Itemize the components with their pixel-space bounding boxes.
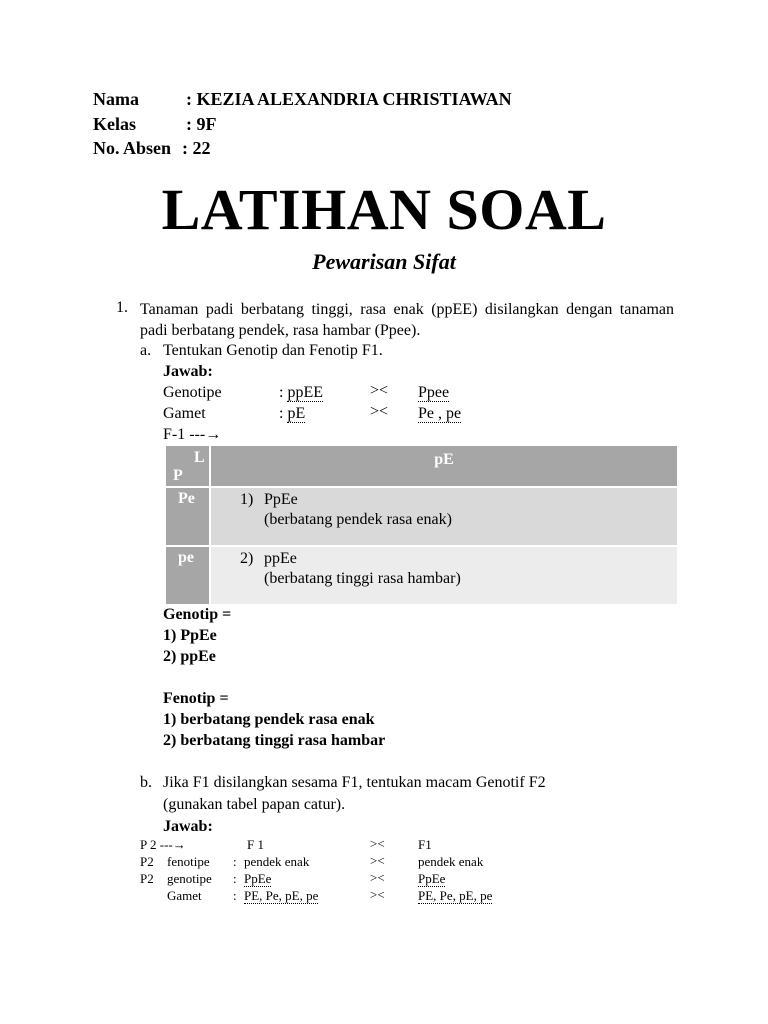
absen-label: No. Absen <box>93 138 172 158</box>
cross-row-label: P2 <box>140 854 154 869</box>
cross-symbol: >< <box>370 836 385 851</box>
genotip-item: 2) ppEe <box>163 648 216 665</box>
table-row <box>211 545 677 604</box>
part-b-jawab: Jawab: <box>163 818 213 835</box>
cross-row-right: pendek enak <box>418 854 484 869</box>
row-number: 2) <box>240 550 254 567</box>
table-row-header: Pe <box>166 486 211 545</box>
question-text: Tanaman padi berbatang tinggi, rasa enak (ppEE) disilangkan dengan tanaman padi berbatang pendek, rasa hambar (Ppee). <box>140 301 674 339</box>
corner-label-bottom: P <box>173 467 183 484</box>
part-b-marker: b. <box>140 774 152 791</box>
genotipe-parent1: ppEE <box>287 384 323 401</box>
part-a-text: Tentukan Genotip dan Fenotip F1. <box>163 342 383 359</box>
page-title: LATIHAN SOAL <box>161 177 607 242</box>
genotipe-colon: : ppEE <box>279 384 323 401</box>
kelas-label: Kelas <box>93 114 136 134</box>
gamet-parent1: pE <box>287 405 306 422</box>
gamet-label: Gamet <box>163 405 206 422</box>
cross-symbol: >< <box>370 403 389 420</box>
genotipe-parent2: Ppee <box>418 384 450 401</box>
table-corner-cell <box>166 446 211 486</box>
page-subtitle: Pewarisan Sifat <box>312 249 456 274</box>
question-number: 1. <box>116 299 128 316</box>
cross-row-right: F1 <box>418 837 432 852</box>
kelas-value: : 9F <box>186 114 217 134</box>
table-row-header: pe <box>166 545 211 604</box>
part-b-text-line1: Jika F1 disilangkan sesama F1, tentukan macam Genotif F2 <box>163 774 546 791</box>
part-b-text-line2: (gunakan tabel papan catur). <box>163 796 346 813</box>
fenotip-item: 1) berbatang pendek rasa enak <box>163 711 375 728</box>
genotipe-label: Genotipe <box>163 384 222 401</box>
cross-symbol: >< <box>370 870 385 885</box>
fenotip-item: 2) berbatang tinggi rasa hambar <box>163 732 386 749</box>
cross-row-left: F 1 <box>247 837 264 852</box>
cross-row-left: PpEe <box>244 871 272 886</box>
corner-label-top: L <box>194 449 205 466</box>
cross-row-type: fenotipe <box>167 854 210 869</box>
cross-row-right: PpEe <box>418 871 446 886</box>
genotip-item: 1) PpEe <box>163 627 217 644</box>
nama-label: Nama <box>93 89 139 109</box>
row-description: (berbatang pendek rasa enak) <box>264 511 452 528</box>
row-number: 1) <box>240 491 254 508</box>
fenotip-title: Fenotip = <box>163 690 229 707</box>
gamet-colon: : pE <box>279 405 306 422</box>
cross-row-label: P 2 ---→ <box>140 837 186 852</box>
cross-row-colon: : <box>233 888 237 903</box>
punnett-table <box>166 446 677 604</box>
cross-row-type: Gamet <box>167 888 202 903</box>
absen-value: : 22 <box>182 138 211 158</box>
row-genotype: PpEe <box>264 491 298 508</box>
cross-row-colon: : <box>233 871 237 886</box>
cross-symbol: >< <box>370 887 385 902</box>
f1-label: F-1 ---→ <box>163 426 222 443</box>
cross-row-type: genotipe <box>167 871 212 886</box>
nama-value: : KEZIA ALEXANDRIA CHRISTIAWAN <box>186 89 512 109</box>
cross-symbol: >< <box>370 382 389 399</box>
cross-row-left: pendek enak <box>244 854 310 869</box>
cross-row-colon: : <box>233 854 237 869</box>
cross-symbol: >< <box>370 853 385 868</box>
cross-row-right: PE, Pe, pE, pe <box>418 888 493 903</box>
part-a-jawab: Jawab: <box>163 363 213 380</box>
gamet-parent2: Pe , pe <box>418 405 462 422</box>
table-column-header: pE <box>211 446 677 486</box>
part-a-marker: a. <box>140 342 152 359</box>
row-description: (berbatang tinggi rasa hambar) <box>264 570 461 587</box>
row-genotype: ppEe <box>264 550 297 567</box>
cross-row-left: PE, Pe, pE, pe <box>244 888 319 903</box>
cross-row-label: P2 <box>140 871 154 886</box>
table-row <box>211 486 677 545</box>
genotip-title: Genotip = <box>163 606 232 623</box>
